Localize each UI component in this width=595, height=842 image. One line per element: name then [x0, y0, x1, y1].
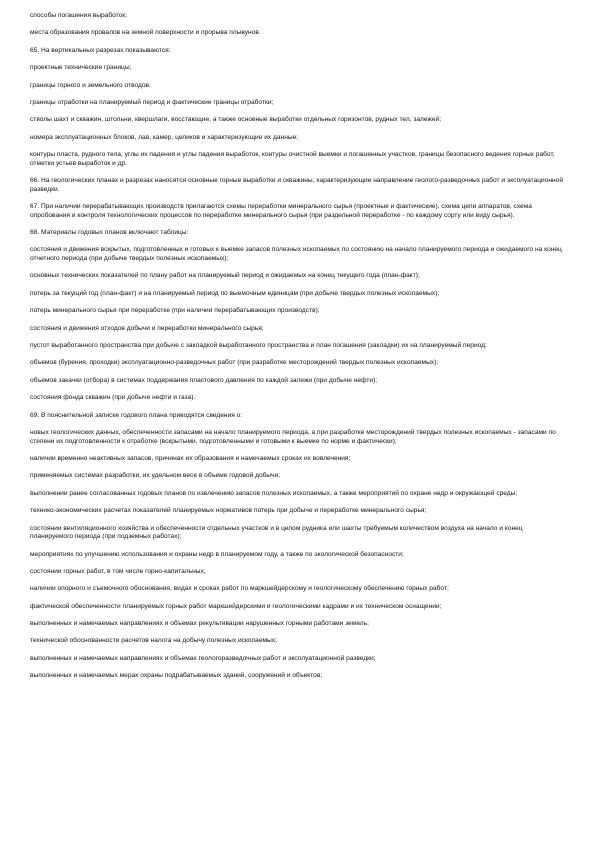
paragraph: места образования провалов на земной поверхности и прорыва плывунов. [30, 29, 261, 37]
list-item: состояния и движения отходов добычи и переработки минерального сырья; [30, 324, 264, 332]
list-item: состояния фонда скважин (при добыче нефти и газа). [30, 394, 196, 402]
list-item: контуры пласта, рудного тела, углы их падения и углы падения выработок, контуры очистной выемки и погашенных участков, границы безопасного ведения горных работ, отметки устьев выработок и др. [30, 151, 555, 167]
list-item: номера эксплуатационных блоков, лав, камер, целиков и характеризующие их данные; [30, 133, 299, 141]
list-item: границы горного и земельного отводов; [30, 81, 151, 89]
list-item: выполнении ранее согласованных годовых планов по извлечению запасов полезных ископаемых, а также мероприятий по охране недр и окружающей среды; [30, 489, 518, 497]
list-item: технико-экономических расчетах показателей планируемых нормативов потерь при добыче и переработке минерального сырья; [30, 507, 427, 515]
list-item: выполненных и намечаемых направлениях и объемах рекультивации нарушенных горными работами земель; [30, 620, 369, 628]
list-item: наличии опорного и съемочного обоснования, видах и сроках работ по маркшейдерскому и геологическому обеспечению горных работ; [30, 585, 449, 593]
list-item: состоянии горных работ, в том числе горно-капитальных; [30, 567, 206, 575]
section-heading-68: 68. Материалы годовых планов включают таблицы: [30, 229, 189, 237]
list-item: объемов закачки (отбора) в системах поддержания пластового давления по каждой залежи (при добыче нефти); [30, 376, 378, 384]
list-item: основных технических показателей по плану работ на планируемый период и ожидаемых на конец текущего года (план-факт); [30, 272, 420, 280]
list-item: применяемых системах разработки, их удельном весе в объеме годовой добычи; [30, 472, 281, 480]
list-item: наличии временно неактивных запасов, причинах их образования и намечаемых сроках их вовлечения; [30, 454, 351, 462]
list-item: потерь за текущий год (план-факт) и на планируемый период по выемочным единицам (при добыче твердых полезных ископаемых); [30, 289, 440, 297]
list-item: проектные технические границы; [30, 64, 132, 72]
list-item: границы отработки на планируемый период и фактические границы отработки; [30, 98, 274, 106]
paragraph: способы погашения выработок; [30, 12, 127, 19]
section-paragraph-67: 67. При наличии перерабатывающих производств прилагаются схемы переработки минерального сырья (проектные и фактические), схема цепи аппаратов, схема опробования и контроля технологических процессов по переработке минерального сырья (при раздельной переработке - по каждому сорту или виду сырья). [30, 203, 532, 219]
section-heading-69: 69. В пояснительной записке годового плана приводятся сведения о: [30, 411, 243, 419]
list-item: новых геологических данных, обеспеченности запасами на начало планируемого периода, а при разработке месторождений твердых полезных ископаемых - запасами по степени их подготовленности к отработке (вскрытыми, подготовленными и готовыми к выемке по норме и фактически); [30, 428, 556, 445]
section-heading-65: 65. На вертикальных разрезах показываются: [30, 46, 171, 54]
list-item: мероприятиях по улучшению использования и охраны недр в планируемом году, а также по экологической безопасности; [30, 550, 404, 558]
list-item: выполненных и намечаемых направлениях и объемах геологоразведочных работ и эксплуатационной разведки; [30, 654, 376, 662]
list-item: пустот выработанного пространства при добыче с закладкой выработанного пространства и план погашения (закладки) их на планируемый период; [30, 342, 487, 350]
section-paragraph-66: 66. На геологических планах и разрезах наносятся основные горные выработки и скважины, характеризующие направление геолого-разведочных работ и эксплуатационной разведки. [30, 177, 564, 193]
list-item: технической обоснованности расчетов налога на добычу полезных ископаемых; [30, 637, 277, 645]
list-item: стволы шахт и скважин, штольни, квершлаги, восстающие, а также основные выработки отдельных горизонтов, рудных тел, залежей; [30, 116, 442, 124]
list-item: объемов (бурения, проходки) эксплуатационно-разведочных работ (при разработке месторождений твердых полезных ископаемых); [30, 359, 439, 367]
list-item: состояния и движения вскрытых, подготовленных и готовых к выемке запасов полезных ископаемых по состоянию на начало планируемого периода и ожидаемого на конец отчетного периода (при добыче твердых полезных ископаемых); [30, 246, 562, 263]
document-body [30, 12, 565, 690]
list-item: потерь минерального сырья при переработке (при наличии перерабатывающих производств); [30, 307, 320, 315]
list-item: состоянии вентиляционного хозяйства и обеспеченности отдельных участков и в целом рудника или шахты требуемым количеством воздуха на начало и конец планируемого периода (при подземных работах); [30, 524, 523, 541]
list-item: выполненных и намечаемых мерах охраны подрабатываемых зданий, сооружений и объектов; [30, 672, 323, 680]
list-item: фактической обеспеченности планируемых горных работ маркшейдерскими и геологическими кадрами и их техническом оснащении; [30, 602, 442, 610]
